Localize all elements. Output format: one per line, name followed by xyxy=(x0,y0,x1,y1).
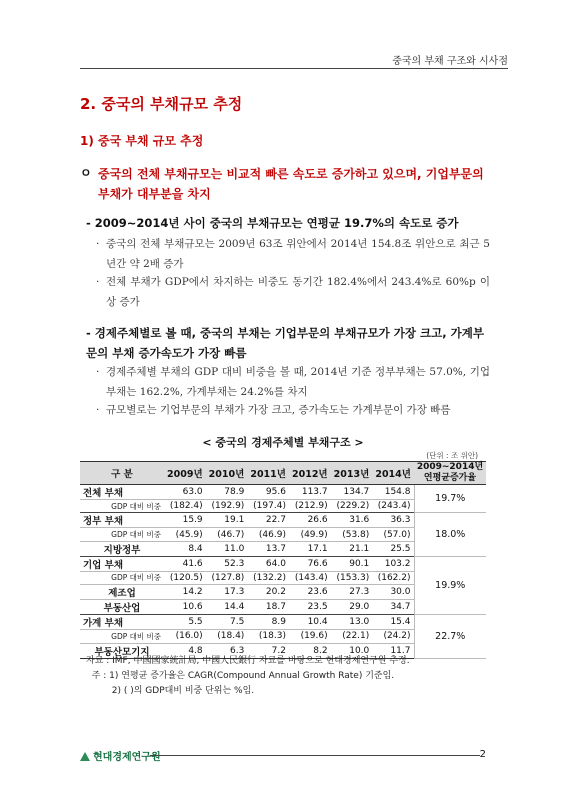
table-header-row xyxy=(80,462,486,485)
bullet-text: 경제주체별 부채의 GDP 대비 비중을 볼 때, 2014년 기준 정부부채는 57.0%, 기업부채는 162.2%, 가계부채는 24.2%를 차지 xyxy=(106,366,490,398)
table-notes xyxy=(86,654,410,699)
row-label: 제조업 xyxy=(80,585,164,600)
table-cell: 52.3 xyxy=(206,556,248,571)
cagr-cell: 18.0% xyxy=(414,513,486,556)
cagr-cell: 19.7% xyxy=(414,485,486,513)
table-cell: (143.4) xyxy=(289,571,331,584)
table-cell: (197.4) xyxy=(247,500,289,513)
note-2: 2) ( )의 GDP대비 비중 단위는 %임. xyxy=(86,686,255,696)
table-cell: (22.1) xyxy=(331,630,373,643)
table-cell: (16.0) xyxy=(164,630,206,643)
row-label: GDP 대비 비중 xyxy=(80,528,164,541)
table-row xyxy=(80,615,486,630)
table-cell: (162.2) xyxy=(372,571,414,584)
table-cell: 134.7 xyxy=(331,485,373,500)
table-cell: 113.7 xyxy=(289,485,331,500)
row-label: 정부 부채 xyxy=(80,513,164,528)
table-cell: 23.6 xyxy=(289,585,331,600)
page-number: 2 xyxy=(479,749,486,760)
table-cell: 95.6 xyxy=(247,485,289,500)
table-cell: 14.4 xyxy=(206,600,248,615)
table-row xyxy=(80,556,486,571)
table-cell: 11.0 xyxy=(206,541,248,556)
table-cell: 22.7 xyxy=(247,513,289,528)
table-cell: 26.6 xyxy=(289,513,331,528)
table-cell: 6.3 xyxy=(206,643,248,658)
table-cell: 10.0 xyxy=(331,643,373,658)
row-label: 전체 부채 xyxy=(80,485,164,500)
table-cell: (132.2) xyxy=(247,571,289,584)
triangle-logo-icon xyxy=(80,752,90,761)
header-cell: 2014년 xyxy=(372,462,414,485)
bullet-marker: · xyxy=(96,276,100,288)
table-cell: 25.5 xyxy=(372,541,414,556)
table-cell: (182.4) xyxy=(164,500,206,513)
table-cell: 27.3 xyxy=(331,585,373,600)
bullet-item xyxy=(96,400,490,420)
table-cell: 5.5 xyxy=(164,615,206,630)
header-cell: 구 분 xyxy=(80,462,164,485)
table-caption: < 중국의 경제주체별 부채구조 > xyxy=(202,436,364,449)
bullet-marker: · xyxy=(96,404,100,416)
dash-heading-growth: - 2009~2014년 사이 중국의 부채규모는 연평균 19.7%의 속도로 증가 xyxy=(86,216,459,230)
note-source: 자료 : IMF, 中國國家統計局, 中國人民銀行 자료를 바탕으로 현대경제연구원 추정. xyxy=(86,656,410,666)
table-cell: 90.1 xyxy=(331,556,373,571)
row-label: 지방정부 xyxy=(80,541,164,556)
bullet-text: 전체 부채가 GDP에서 차지하는 비중도 동기간 182.4%에서 243.4%로 60%p 이상 증가 xyxy=(106,276,490,308)
bullet-item xyxy=(96,362,490,402)
table-cell: (49.9) xyxy=(289,528,331,541)
section-title: 2. 중국의 부채규모 추정 xyxy=(80,95,243,113)
table-cell: 15.4 xyxy=(372,615,414,630)
bullet-marker: · xyxy=(96,366,100,378)
table-cell: (53.8) xyxy=(331,528,373,541)
footer-rule xyxy=(150,755,480,756)
header-rule xyxy=(80,68,508,69)
row-label: 부동산업 xyxy=(80,600,164,615)
header-cell: 2010년 xyxy=(206,462,248,485)
table-cell: 34.7 xyxy=(372,600,414,615)
note-1: 주 : 1) 연평균 증가율은 CAGR(Compound Annual Growth Rate) 기준임. xyxy=(86,671,395,681)
table-cell: 21.1 xyxy=(331,541,373,556)
table-cell: 36.3 xyxy=(372,513,414,528)
footer-logo-text: 현대경제연구원 xyxy=(93,752,161,763)
bullet-text: 규모별로는 기업부문의 부채가 가장 크고, 증가속도는 가계부문이 가장 빠름 xyxy=(106,404,451,416)
table-cell: 20.2 xyxy=(247,585,289,600)
table-cell: (243.4) xyxy=(372,500,414,513)
table-cell: 8.9 xyxy=(247,615,289,630)
bullet-marker: · xyxy=(96,238,100,250)
bullet-item xyxy=(96,234,490,274)
cagr-cell: 22.7% xyxy=(414,615,486,658)
table-cell: 7.5 xyxy=(206,615,248,630)
table-cell: (18.3) xyxy=(247,630,289,643)
table-cell: 19.1 xyxy=(206,513,248,528)
table-cell: 64.0 xyxy=(247,556,289,571)
table-cell: 103.2 xyxy=(372,556,414,571)
table-cell: 8.4 xyxy=(164,541,206,556)
running-header: 중국의 부채 구조와 시사점 xyxy=(392,56,508,67)
table-cell: 41.6 xyxy=(164,556,206,571)
table-cell: (46.9) xyxy=(247,528,289,541)
table-cell: 13.0 xyxy=(331,615,373,630)
footer-logo xyxy=(80,748,161,763)
table-cell: 10.6 xyxy=(164,600,206,615)
table-cell: (192.9) xyxy=(206,500,248,513)
table-cell: 18.7 xyxy=(247,600,289,615)
table-cell: 4.8 xyxy=(164,643,206,658)
bullet-item xyxy=(96,272,490,312)
table-cell: 15.9 xyxy=(164,513,206,528)
table-cell: 10.4 xyxy=(289,615,331,630)
row-label: 부동산모기지 xyxy=(80,643,164,658)
table-cell: (45.9) xyxy=(164,528,206,541)
table-row xyxy=(80,513,486,528)
table-unit: (단위 : 조 위안) xyxy=(426,451,478,460)
table-cell: 14.2 xyxy=(164,585,206,600)
table-cell: 17.3 xyxy=(206,585,248,600)
row-label: 기업 부채 xyxy=(80,556,164,571)
table-cell: (120.5) xyxy=(164,571,206,584)
header-cell: 2013년 xyxy=(331,462,373,485)
cagr-cell: 19.9% xyxy=(414,556,486,614)
table-cell: 154.8 xyxy=(372,485,414,500)
table-cell: 11.7 xyxy=(372,643,414,658)
table-cell: (229.2) xyxy=(331,500,373,513)
row-label: GDP 대비 비중 xyxy=(80,571,164,584)
table-cell: 30.0 xyxy=(372,585,414,600)
row-label: 가계 부채 xyxy=(80,615,164,630)
debt-structure-table xyxy=(80,461,486,659)
table-cell: 8.2 xyxy=(289,643,331,658)
table-cell: (153.3) xyxy=(331,571,373,584)
table-cell: (127.8) xyxy=(206,571,248,584)
table-cell: 23.5 xyxy=(289,600,331,615)
header-cell: 2011년 xyxy=(247,462,289,485)
table-cell: 7.2 xyxy=(247,643,289,658)
table-cell: 63.0 xyxy=(164,485,206,500)
header-cell: 2009년 xyxy=(164,462,206,485)
dash-heading-sector: - 경제주체별로 볼 때, 중국의 부채는 기업부문의 부채규모가 가장 크고, 가계부문의 부채 증가속도가 가장 빠름 xyxy=(86,326,484,360)
table-cell: (18.4) xyxy=(206,630,248,643)
table-cell: 76.6 xyxy=(289,556,331,571)
table-cell: (24.2) xyxy=(372,630,414,643)
header-cell: 2012년 xyxy=(289,462,331,485)
table-cell: 13.7 xyxy=(247,541,289,556)
row-label: GDP 대비 비중 xyxy=(80,630,164,643)
table-cell: 29.0 xyxy=(331,600,373,615)
table-cell: (212.9) xyxy=(289,500,331,513)
table-cell: 78.9 xyxy=(206,485,248,500)
table-cell: 17.1 xyxy=(289,541,331,556)
lead-paragraph: 중국의 전체 부채규모는 비교적 빠른 속도로 증가하고 있으며, 기업부문의 부채가 대부분을 차지 xyxy=(98,167,484,201)
table-cell: 31.6 xyxy=(331,513,373,528)
header-cell: 2009~2014년 연평균증가율 xyxy=(414,462,486,485)
subsection-title: 1) 중국 부채 규모 추정 xyxy=(80,134,204,148)
row-label: GDP 대비 비중 xyxy=(80,500,164,513)
table-cell: (57.0) xyxy=(372,528,414,541)
table-row xyxy=(80,485,486,500)
table-cell: (19.6) xyxy=(289,630,331,643)
table-cell: (46.7) xyxy=(206,528,248,541)
lead-bullet-marker: ㅇ xyxy=(80,166,92,180)
bullet-text: 중국의 전체 부채규모는 2009년 63조 위안에서 2014년 154.8조 위안으로 최근 5년간 약 2배 증가 xyxy=(106,238,490,270)
